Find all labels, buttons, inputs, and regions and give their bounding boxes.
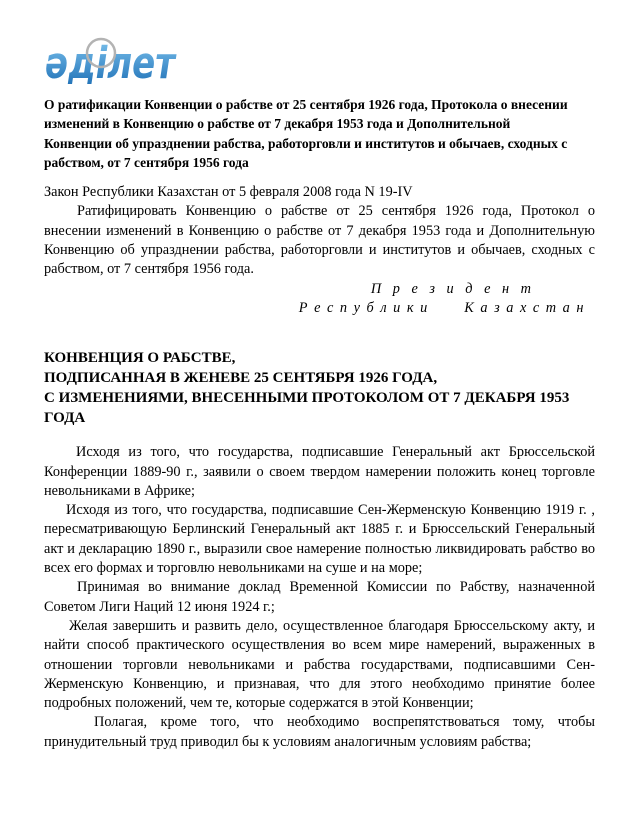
convention-heading-line: КОНВЕНЦИЯ О РАБСТВЕ, — [44, 350, 236, 367]
title-line: О ратификации Конвенции о рабстве от 25 сентября 1926 года, Протокола о внесении — [44, 97, 568, 112]
adilet-logo — [44, 36, 595, 84]
convention-heading-line: ПОДПИСАННАЯ В ЖЕНЕВЕ 25 СЕНТЯБРЯ 1926 ГОДА, — [44, 370, 438, 387]
convention-heading — [44, 348, 595, 428]
signature-title: П р е з и д е н т — [370, 280, 535, 297]
law-reference: Закон Республики Казахстан от 5 февраля 2008 года N 19-IV — [44, 184, 413, 201]
title-line: изменений в Конвенцию о рабстве от 7 декабря 1953 года и Дополнительной — [44, 116, 511, 132]
adilet-logo-image — [44, 36, 219, 84]
preamble-paragraph: Исходя из того, что государства, подписавшие Генеральный акт Брюссельской Конференции 1889-90 г., заявили о своем твердом намерении положить конец торговле невольниками в Африке; — [44, 444, 595, 499]
title-line: Конвенции об упразднении рабства, работорговли и институтов и обычаев, сходных с — [44, 135, 568, 151]
signature-block — [44, 280, 595, 319]
convention-heading-line: ГОДА — [44, 410, 86, 427]
preamble-paragraph: Желая завершить и развить дело, осуществленное благодаря Брюссельскому акту, и найти способ практического осуществления во всем мире намерений, выраженных в отношении торговли невольниками и рабства государствами, подписавшими Сен-Жерменскую Конвенцию, и признавая, что для этого необходимо принятие более подробных положений, чем те, которые содержатся в этой Конвенции; — [44, 617, 595, 712]
ratification-paragraph: Ратифицировать Конвенцию о рабстве от 25 сентября 1926 года, Протокол о внесении изменений в Конвенцию о рабстве от 7 декабря 1953 года и Дополнительную Конвенцию об упразднении рабства, работорговли и институтов и обычаев, сходных с рабством, от 7 сентября 1956 года. — [44, 203, 595, 278]
ratification-act-title — [44, 95, 595, 172]
convention-preamble — [44, 443, 595, 752]
preamble-paragraph: Исходя из того, что государства, подписавшие Сен-Жерменскую Конвенцию 1919 г. , пересматривающую Берлинский Генеральный акт 1885 г. и Брюссельский Генеральный акт и декларацию 1890 г., выразили свое намерение полностью ликвидировать рабство во всех его формах и торговлю невольниками на суше и на море; — [44, 502, 595, 577]
preamble-paragraph: Принимая во внимание доклад Временной Комиссии по Рабству, назначенной Советом Лиги Наций 12 июня 1924 г.; — [44, 579, 595, 615]
convention-heading-line: С ИЗМЕНЕНИЯМИ, ВНЕСЕННЫМИ ПРОТОКОЛОМ ОТ 7 ДЕКАБРЯ 1953 — [44, 390, 570, 407]
signature-country: Р е с п у б л и к и К а з а х с т а н — [298, 299, 585, 316]
adilet-logo-text: әділет — [45, 38, 177, 84]
preamble-paragraph: Полагая, кроме того, что необходимо воспрепятствоваться тому, чтобы принудительный труд приводил бы к условиям аналогичным условиям рабства; — [44, 714, 595, 750]
title-line: рабством, от 7 сентября 1956 года — [44, 154, 249, 170]
